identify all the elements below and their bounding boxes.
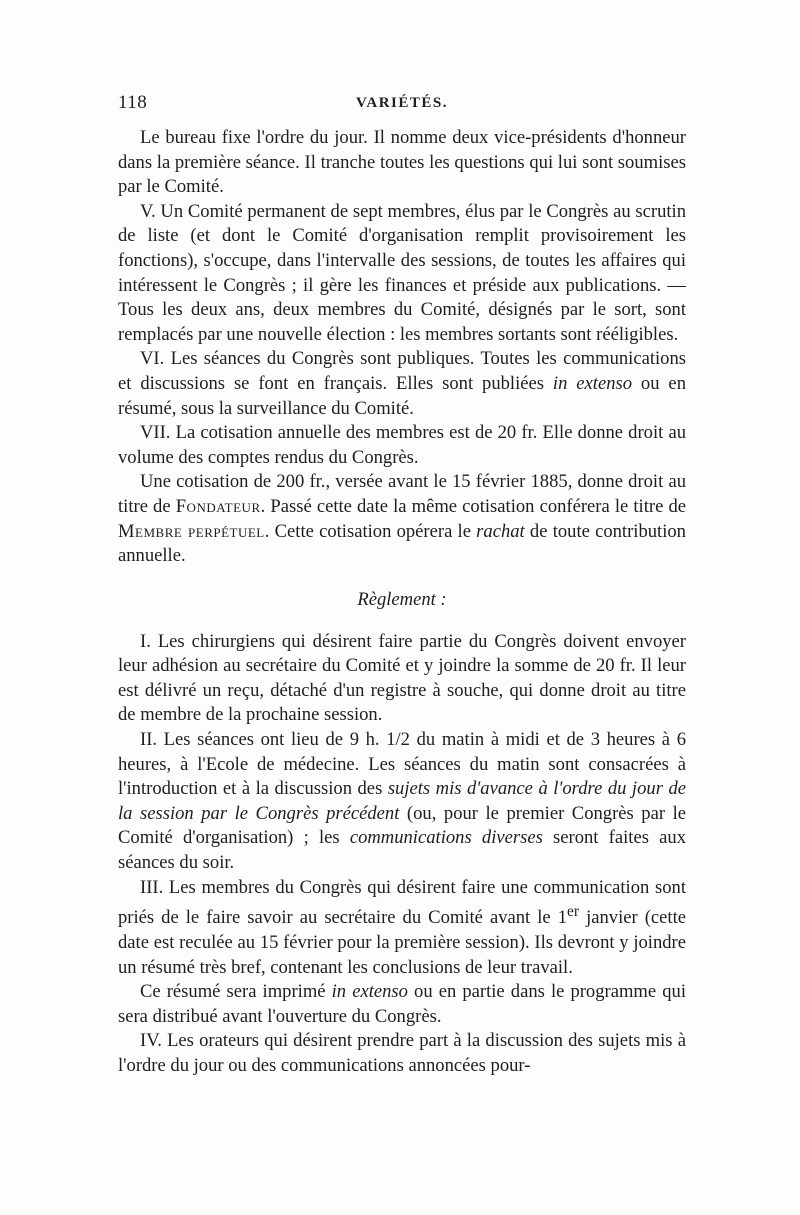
paragraph-article-v: V. Un Comité permanent de sept membres, élus par le Congrès au scrutin de liste (et dont le Comité d'organisation remplit provisoirement les fonctions), s'occupe, dans l'intervalle des sessions, de toutes les affaires qui intéressent le Congrès ; il gère les finances et préside aux publications. — Tous les deux ans, deux membres du Comité, désignés par le sort, sont remplacés par une nouvelle élection : les membres sortants sont rééligibles.	[118, 200, 686, 345]
page-number: 118	[118, 92, 148, 113]
resume-text-1: Ce résumé sera imprimé	[140, 981, 332, 1003]
cotisation-text-3: . Cette cotisation opérera le	[264, 520, 477, 542]
cotisation-text-4: de toute contribution annuelle.	[118, 520, 686, 567]
article-vi-text-end: ou en résumé, sous la surveillance du Comité.	[118, 372, 686, 419]
reglement-iii-text-1: III. Les membres du Congrès qui désirent faire une communication sont priés de le faire savoir au secrétaire du Comité avant le 1	[118, 876, 686, 929]
paragraph-cotisation	[118, 470, 686, 568]
reglement-ii-italic-2: communications diverses	[349, 827, 543, 849]
reglement-ii-text-3: seront faites aux séances du soir.	[118, 827, 686, 874]
paragraph-reglement-ii	[118, 728, 686, 876]
reglement-ii-text-2: (ou, pour le premier Congrès par le Comité d'organisation) ; les	[118, 802, 686, 849]
article-vi-text-start: VI. Les séances du Congrès sont publiques. Toutes les communications et discussions se font en français. Elles sont publiées	[118, 348, 686, 394]
cotisation-text-2: . Passé cette date la même cotisation conférera le titre de	[260, 495, 686, 517]
reglement-ii-text-1: II. Les séances ont lieu de 9 h. 1/2 du matin à midi et de 3 heures à 6 heures, à l'Ecole de médecine. Les séances du matin sont consacrées à l'introduction et à la discussion des	[118, 729, 686, 800]
paragraph-reglement-iii	[118, 876, 686, 981]
reglement-ii-italic-1: sujets mis d'avance à l'ordre du jour de la session par le Congrès précédent	[118, 778, 686, 824]
running-title: VARIÉTÉS.	[355, 95, 448, 111]
reglement-heading: Règlement :	[357, 588, 447, 610]
cotisation-text-1: Une cotisation de 200 fr., versée avant le 15 février 1885, donne droit au titre de	[118, 471, 686, 517]
cotisation-membre-perpetuel: Membre perpétuel	[118, 520, 265, 542]
paragraph-resume	[118, 980, 686, 1029]
cotisation-rachat: rachat	[476, 520, 525, 542]
paragraph-bureau: Le bureau fixe l'ordre du jour. Il nomme deux vice-présidents d'honneur dans la première séance. Il tranche toutes les questions qui lui sont soumises par le Comité.	[118, 127, 686, 198]
paragraph-reglement-iv: IV. Les orateurs qui désirent prendre part à la discussion des sujets mis à l'ordre du jour ou des communications annoncées pour-	[118, 1030, 686, 1076]
paragraph-article-vii: VII. La cotisation annuelle des membres est de 20 fr. Elle donne droit au volume des comptes rendus du Congrès.	[118, 422, 686, 468]
page-header	[118, 92, 686, 126]
resume-italic: in extenso	[331, 981, 408, 1003]
book-page	[118, 92, 686, 1079]
page-body	[118, 126, 686, 1079]
paragraph-reglement-i: I. Les chirurgiens qui désirent faire partie du Congrès doivent envoyer leur adhésion au secrétaire du Comité et y joindre la somme de 20 fr. Il leur est délivré un reçu, détaché d'un registre à souche, qui donne droit au titre de membre de la prochaine session.	[118, 630, 686, 726]
cotisation-fondateur: Fondateur	[175, 495, 261, 517]
reglement-iii-text-2: janvier (cette date est reculée au 15 février pour la première session). Ils devront y joindre un résumé très bref, contenant les conclusions de leur travail.	[118, 907, 687, 978]
article-vi-italic: in extenso	[552, 372, 633, 394]
paragraph-article-vi	[118, 347, 686, 421]
reglement-iii-superscript: er	[567, 903, 580, 921]
resume-text-2: ou en partie dans le programme qui sera distribué avant l'ouverture du Congrès.	[118, 981, 686, 1027]
